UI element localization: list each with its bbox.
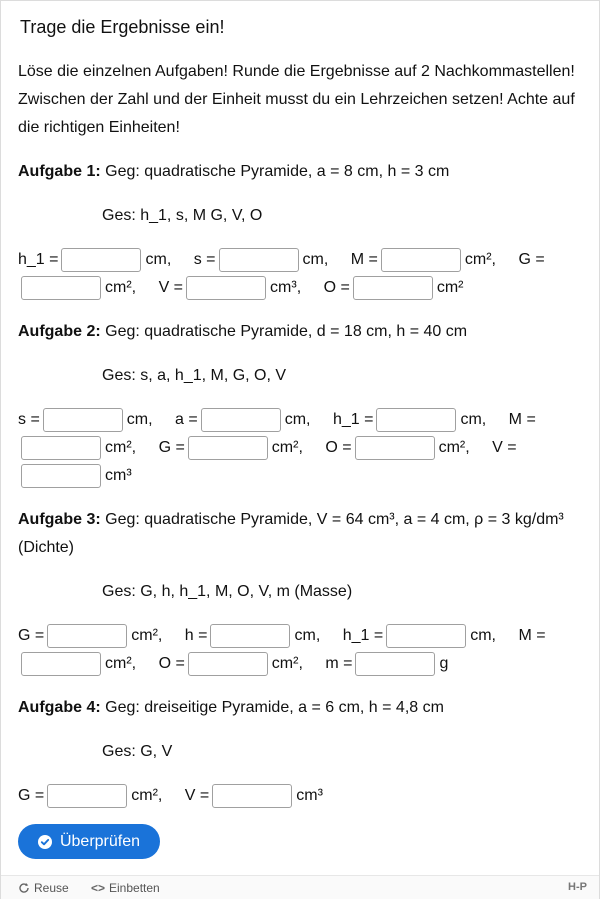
- field-label: h_1 =: [332, 411, 374, 428]
- field-label: h =: [184, 627, 208, 644]
- field-unit: cm,: [145, 251, 172, 268]
- field-label: G =: [18, 627, 45, 644]
- answer-input[interactable]: [21, 436, 101, 460]
- field-label: h_1 =: [342, 627, 384, 644]
- field-unit: cm,: [284, 411, 311, 428]
- answer-input[interactable]: [210, 624, 290, 648]
- field-label: O =: [325, 439, 352, 456]
- answer-input[interactable]: [219, 248, 299, 272]
- h5p-logo: H-P: [568, 881, 587, 893]
- answer-input[interactable]: [353, 276, 433, 300]
- task-wanted: Ges: G, V: [102, 743, 173, 760]
- field-label: M =: [518, 627, 546, 644]
- task-given: Geg: quadratische Pyramide, V = 64 cm³, a = 4 cm, ρ = 3 kg/dm³ (Dichte): [18, 511, 564, 556]
- field-unit: cm²,: [131, 627, 163, 644]
- answer-input[interactable]: [355, 652, 435, 676]
- task-given: Geg: quadratische Pyramide, a = 8 cm, h = 3 cm: [105, 163, 450, 180]
- check-button[interactable]: [18, 824, 160, 859]
- answer-input[interactable]: [21, 464, 101, 488]
- field-label: s =: [193, 251, 216, 268]
- task-wanted: Ges: h_1, s, M G, V, O: [102, 207, 263, 224]
- reuse-button[interactable]: [18, 881, 69, 895]
- answer-fields: [18, 246, 588, 302]
- field-label: h_1 =: [18, 251, 59, 268]
- embed-label: Einbetten: [109, 881, 160, 895]
- task-3: [18, 506, 588, 678]
- page-title: Trage die Ergebnisse ein!: [20, 17, 225, 37]
- field-label: a =: [175, 411, 198, 428]
- answer-input[interactable]: [21, 276, 101, 300]
- task-given: Geg: quadratische Pyramide, d = 18 cm, h = 40 cm: [105, 323, 468, 340]
- answer-input[interactable]: [47, 624, 127, 648]
- field-label: G =: [518, 251, 545, 268]
- field-unit: cm²,: [105, 279, 137, 296]
- answer-input[interactable]: [188, 652, 268, 676]
- answer-input[interactable]: [386, 624, 466, 648]
- task-given: Geg: dreiseitige Pyramide, a = 6 cm, h = 4,8 cm: [105, 699, 444, 716]
- check-button-label: Überprüfen: [59, 832, 141, 850]
- field-label: V =: [184, 787, 210, 804]
- field-label: O =: [158, 655, 185, 672]
- answer-input[interactable]: [376, 408, 456, 432]
- embed-icon: <>: [91, 881, 106, 895]
- field-label: V =: [158, 279, 184, 296]
- field-unit: cm,: [126, 411, 153, 428]
- instructions: Löse die einzelnen Aufgaben! Runde die Ergebnisse auf 2 Nachkommastellen! Zwischen der Zahl und der Einheit musst du ein Lehrzeichen setzen! Achte auf die richtigen Einheiten!: [18, 63, 575, 136]
- answer-fields: [18, 622, 588, 678]
- field-unit: cm,: [470, 627, 496, 644]
- answer-input[interactable]: [21, 652, 101, 676]
- field-label: V =: [492, 439, 517, 456]
- field-label: s =: [18, 411, 40, 428]
- task-1: [18, 158, 588, 302]
- field-label: G =: [18, 787, 45, 804]
- task-2: [18, 318, 588, 490]
- field-unit: g: [439, 655, 449, 672]
- footer: [1, 875, 599, 899]
- field-unit: cm,: [302, 251, 329, 268]
- embed-button[interactable]: [91, 881, 160, 895]
- field-unit: cm²: [436, 279, 464, 296]
- reuse-icon: [18, 882, 30, 894]
- field-unit: cm²,: [438, 439, 470, 456]
- field-unit: cm²,: [105, 439, 137, 456]
- field-label: O =: [323, 279, 350, 296]
- answer-input[interactable]: [47, 784, 127, 808]
- task-4: [18, 694, 588, 810]
- field-unit: cm³: [296, 787, 323, 804]
- answer-input[interactable]: [212, 784, 292, 808]
- reuse-label: Reuse: [34, 881, 69, 895]
- answer-input[interactable]: [186, 276, 266, 300]
- answer-fields: [18, 782, 588, 810]
- field-unit: cm²,: [464, 251, 496, 268]
- answer-input[interactable]: [188, 436, 268, 460]
- field-unit: cm,: [294, 627, 321, 644]
- field-label: M =: [350, 251, 378, 268]
- check-circle-icon: [38, 835, 52, 849]
- answer-input[interactable]: [355, 436, 435, 460]
- answer-fields: [18, 406, 588, 490]
- answer-input[interactable]: [61, 248, 141, 272]
- answer-input[interactable]: [201, 408, 281, 432]
- field-unit: cm,: [460, 411, 487, 428]
- task-label: Aufgabe 4:: [18, 699, 101, 716]
- answer-input[interactable]: [381, 248, 461, 272]
- task-label: Aufgabe 2:: [18, 323, 101, 340]
- field-unit: cm³,: [270, 279, 302, 296]
- field-unit: cm³: [105, 467, 132, 484]
- answer-input[interactable]: [43, 408, 123, 432]
- task-wanted: Ges: s, a, h_1, M, G, O, V: [102, 367, 287, 384]
- task-wanted: Ges: G, h, h_1, M, O, V, m (Masse): [102, 583, 353, 600]
- task-label: Aufgabe 1:: [18, 163, 101, 180]
- task-label: Aufgabe 3:: [18, 511, 101, 528]
- field-label: M =: [508, 411, 536, 428]
- field-label: m =: [325, 655, 353, 672]
- field-unit: cm²,: [131, 787, 163, 804]
- task-content: [18, 58, 588, 810]
- field-unit: cm²,: [271, 439, 303, 456]
- field-unit: cm²,: [271, 655, 303, 672]
- field-label: G =: [158, 439, 185, 456]
- field-unit: cm²,: [105, 655, 137, 672]
